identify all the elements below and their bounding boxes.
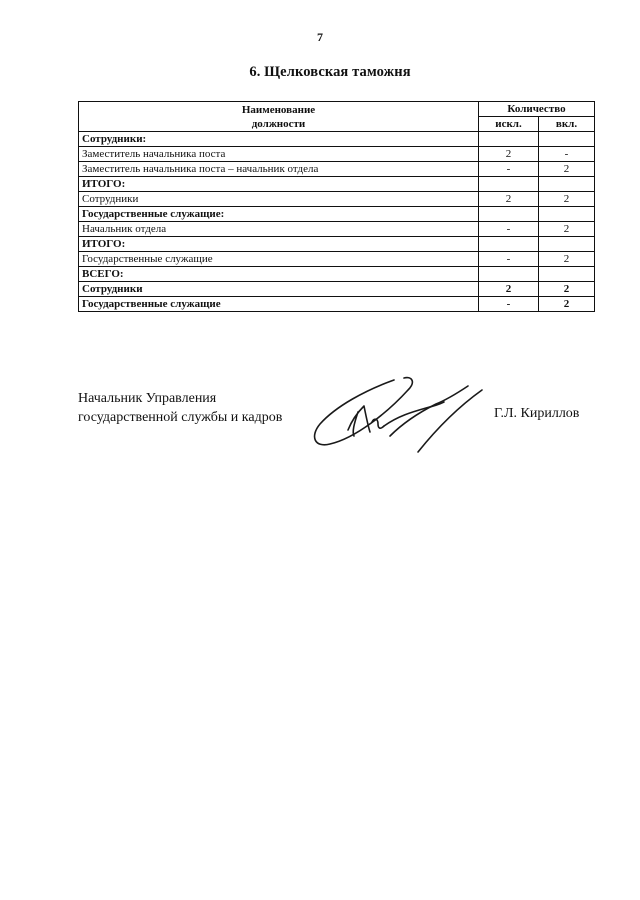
page-number: 7 <box>317 30 323 44</box>
table-row <box>79 222 595 237</box>
row-included-count <box>539 237 595 252</box>
row-position-name: Заместитель начальника поста <box>79 147 479 162</box>
row-position-name: ВСЕГО: <box>79 267 479 282</box>
row-excluded-count: - <box>479 252 539 267</box>
row-included-count: 2 <box>539 192 595 207</box>
row-position-name: ИТОГО: <box>79 237 479 252</box>
table-body <box>79 132 595 312</box>
row-included-count: 2 <box>539 252 595 267</box>
table-row <box>79 282 595 297</box>
row-included-count: 2 <box>539 222 595 237</box>
row-excluded-count: - <box>479 297 539 312</box>
row-position-name: Государственные служащие <box>79 252 479 267</box>
column-header-position-line2: должности <box>251 117 306 130</box>
row-position-name: Начальник отдела <box>79 222 479 237</box>
row-included-count <box>539 132 595 147</box>
row-position-name: Сотрудники: <box>79 132 479 147</box>
table-row <box>79 237 595 252</box>
column-header-position-line1: Наименование <box>241 103 316 116</box>
row-included-count: 2 <box>539 162 595 177</box>
row-excluded-count <box>479 177 539 192</box>
row-included-count: 2 <box>539 282 595 297</box>
table-row <box>79 147 595 162</box>
row-excluded-count <box>479 267 539 282</box>
document-title: 6. Щелковская таможня <box>249 64 411 80</box>
handwritten-signature <box>308 372 490 458</box>
row-excluded-count <box>479 237 539 252</box>
row-included-count: 2 <box>539 297 595 312</box>
table-row <box>79 132 595 147</box>
row-excluded-count: 2 <box>479 192 539 207</box>
row-position-name: Государственные служащие <box>79 297 479 312</box>
row-position-name: Государственные служащие: <box>79 207 479 222</box>
row-excluded-count: - <box>479 162 539 177</box>
signer-position-line1: Начальник Управления <box>78 391 217 406</box>
table-row <box>79 162 595 177</box>
row-position-name: Сотрудники <box>79 282 479 297</box>
table-row <box>79 177 595 192</box>
staff-table <box>78 101 595 312</box>
table-row <box>79 267 595 282</box>
row-excluded-count: 2 <box>479 147 539 162</box>
row-included-count <box>539 207 595 222</box>
row-included-count <box>539 177 595 192</box>
table-row <box>79 252 595 267</box>
column-header-quantity: Количество <box>479 102 595 117</box>
table-row <box>79 192 595 207</box>
table-row <box>79 297 595 312</box>
row-position-name: ИТОГО: <box>79 177 479 192</box>
row-position-name: Заместитель начальника поста – начальник отдела <box>79 162 479 177</box>
signer-name: Г.Л. Кириллов <box>494 406 580 421</box>
column-header-included: вкл. <box>539 117 595 132</box>
signer-position-line2: государственной службы и кадров <box>78 410 283 425</box>
row-excluded-count: - <box>479 222 539 237</box>
row-included-count: - <box>539 147 595 162</box>
row-excluded-count <box>479 132 539 147</box>
row-position-name: Сотрудники <box>79 192 479 207</box>
column-header-excluded: искл. <box>479 117 539 132</box>
row-excluded-count <box>479 207 539 222</box>
signer-position <box>78 389 282 427</box>
table-row <box>79 207 595 222</box>
column-header-position <box>79 102 479 132</box>
row-included-count <box>539 267 595 282</box>
row-excluded-count: 2 <box>479 282 539 297</box>
